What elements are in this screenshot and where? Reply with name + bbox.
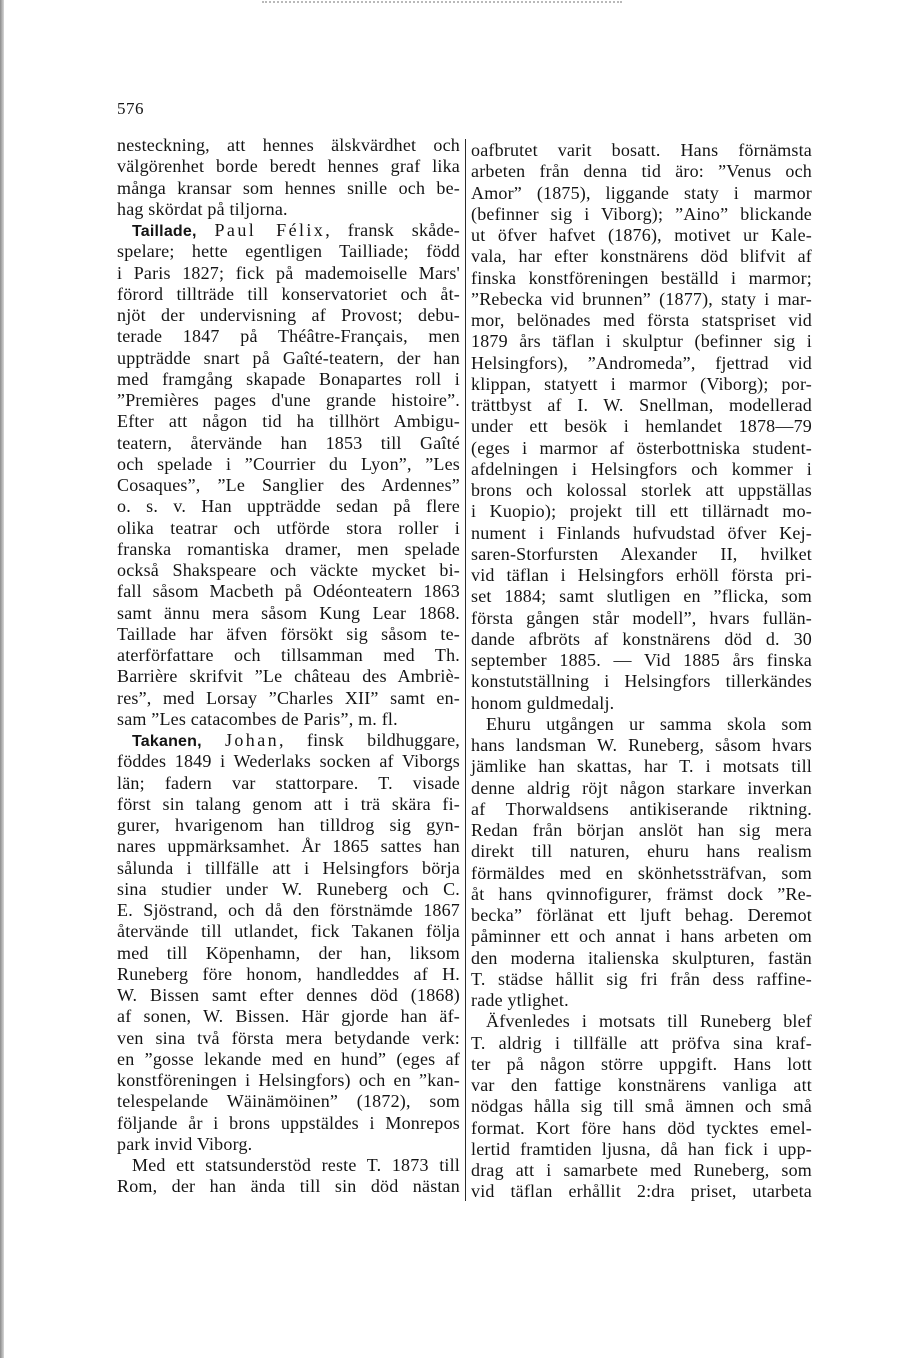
text-line: Rom, der han ända till sin död nästan [117,1176,460,1197]
text-line: af Thorwaldsens antikiserande riktning. [471,798,812,819]
text-line: Efter att någon tid ha tillhört Ambigu- [117,411,460,432]
text-line: ter på någon större uppgift. Hans lott [471,1053,812,1074]
text-line: o. s. v. Han uppträdde sedan på flere [117,496,460,517]
text-line: arbeten från denna tid äro: ”Venus och [471,161,812,182]
text-line: finska konstföreningen beställd i marmor; [471,267,812,288]
text-line: becka” förlänat ett ljuft behag. Deremot [471,905,812,925]
text-line: E. Sjöstrand, och då den förstnämde 1867 [117,900,460,920]
text-line: Runeberg före honom, handleddes af H. [117,963,460,984]
text-line: fall såsom Macbeth på Odéonteatern 1863 [117,581,460,602]
text-line: med till Köpenhamn, der han, liksom [117,942,460,963]
page-number: 576 [117,99,144,118]
text-line: teatern, återvände han 1853 till Gaîté [117,432,460,453]
text-line: vid täflan erhållit 2:dra priset, utarbeta [471,1181,812,1202]
text-line: rade ytlighet. [471,990,569,1010]
text-line: följande år i brons uppstäldes i Monrepos [117,1112,460,1133]
text-line: konstföreningen i Helsingfors) och en ”kan- [117,1070,460,1090]
text-line: nesteckning, att hennes älskvärdhet och [117,135,460,155]
text-line: ut öfver hafvet (1876), motivet ur Kale- [471,225,812,245]
text-line: klippan, statyett i marmor (Viborg); por- [471,373,812,394]
paragraph-rome [117,1155,460,1198]
text-line: (befinner sig i Viborg); ”Aino” blickande [471,203,812,224]
text-line: res”, med Lorsay ”Charles XII” samt en- [117,687,460,708]
column-rule [465,139,466,1201]
text-line: nares uppmärksamhet. År 1865 sattes han [117,836,460,857]
text-line: olika teatrar och utförde stora roller i [117,517,460,538]
text-line: denne aldrig röjt någon starkare inverkan [471,777,812,798]
text-line: dande afbröts af konstnärens död d. 30 [471,628,812,649]
text-line: aterförfattare och tillsamman med Th. [117,645,460,665]
text-line: vala, har efter konstnärens död blifvit af [471,246,812,267]
text-line: under ett besök i hemlandet 1878—79 [471,416,812,437]
entry-first-line [117,220,460,241]
text-line: lertid framtiden ljusna, då han fick i upp- [471,1138,812,1159]
text-line: hag skördat på tiljorna. [117,198,288,219]
text-line: Ehuru utgången ur samma skola som [486,713,812,734]
paragraph-style [471,714,812,1012]
text-line: format. Kort före hans död tycktes emel- [471,1117,812,1138]
entry-name: Johan [225,730,279,750]
text-line: Helsingfors), ”Andromeda”, fjettrad vid [471,352,812,373]
text-line: många kransar som hennes snille och be- [117,177,460,198]
text-line: terade 1847 på Théâtre-Français, men [117,326,460,347]
paragraph-continuation [117,135,460,220]
entry-first-line [117,730,460,751]
entry-taillade [117,220,460,730]
text-line: ven sina två första mera betydande verk: [117,1027,460,1048]
scan-edge-shadow [0,0,4,1358]
text-line: 1879 års täflan i skulptur (befinner sig i [471,331,812,352]
text-line: september 1885. — Vid 1885 års finska [471,650,812,670]
text-line: Redan från början anslöt han sig mera [471,820,812,840]
text-line: Cosaques”, ”Le Sanglier des Ardennes” [117,475,460,495]
text-line: och spelade i ”Courrier du Lyon”, ”Les [117,453,460,474]
right-column [471,140,812,1203]
text-line: nument i Finlands hufvudstad öfver Kej- [471,522,812,543]
text-line: T. aldrig i tillfälle att pröfva sina kraf- [471,1032,812,1053]
text-line: med framgång skapade Bonapartes roll i [117,368,460,389]
text-line: hans landsman W. Runeberg, såsom hvars [471,735,812,755]
entry-lead: , fransk skåde- [325,220,460,240]
text-line: W. Bissen samt efter dennes död (1868) [117,985,460,1005]
text-line: nödgas hålla sig till små ämnen och små [471,1096,812,1117]
headword: Taillade, [132,223,197,240]
text-line: välgörenhet borde beredt hennes graf lika [117,156,460,177]
text-line: i Kuopio); projekt till ett tillärnadt mo- [471,501,812,522]
text-line: var den fattige konstnärens vanliga att [471,1075,812,1095]
text-line: (eges i marmor af österbottniska student- [471,437,812,458]
text-line: Amor” (1875), liggande staty i marmor [471,182,812,203]
paragraph-career [471,1011,812,1202]
text-line: län; fadern var stattorpare. T. visade [117,772,460,793]
text-line: telespelande Wäinämöinen” (1872), som [117,1091,460,1112]
text-line: njöt der undervisning af Provost; debu- [117,305,460,325]
text-line: vid täflan i Helsingfors erhöll första pri- [471,565,812,585]
text-line: franska romantiska dramer, men spelade [117,538,460,559]
entry-takanen [117,730,460,1155]
text-line: förord tillträde till konservatoriet och åt- [117,283,460,304]
text-line: direkt till naturen, ehuru hans realism [471,841,812,862]
scan-artifact [262,1,622,3]
text-line: en ”gosse lekande med en hund” (eges af [117,1048,460,1069]
text-line: ”Rebecka vid brunnen” (1877), staty i mar- [471,288,812,309]
entry-lead: , finsk bildhuggare, [279,730,460,750]
text-line: Taillade har äfven försökt sig såsom te- [117,623,460,644]
text-line: gurer, hvarigenom han tilldrog sig gyn- [117,815,460,835]
text-line: Äfvenledes i motsats till Runeberg blef [486,1011,812,1032]
text-line: första gången står modell”, hvars fullän- [471,607,812,628]
text-line: förmäldes med en skönhetssträfvan, som [471,862,812,883]
text-line: sam ”Les catacombes de Paris”, m. fl. [117,708,398,729]
text-line: ”Premières pages d'une grande histoire”. [117,390,460,410]
text-line: af sonen, W. Bissen. Här gjorde han äf- [117,1006,460,1027]
text-line: drag att i samarbete med Runeberg, som [471,1160,812,1180]
text-line: påminner ett och annat i hans arbeten om [471,926,812,947]
text-line: först sin talang genom att i trä skära fi- [117,793,460,814]
text-line: park invid Viborg. [117,1133,253,1154]
text-line: konstutställning i Helsingfors tillerkändes [471,671,812,692]
text-line: honom guldmedalj. [471,692,615,713]
text-line: set 1884; samt slutligen en ”flicka, som [471,586,812,607]
text-line: åt hans qvinnofigurer, främst dock ”Re- [471,883,812,904]
text-line: den moderna italienska skulpturen, fastän [471,947,812,968]
paragraph-works [471,140,812,714]
text-line: afdelningen i Helsingfors och kommer i [471,458,812,479]
left-column [117,135,460,1198]
text-line: Med ett statsunderstöd reste T. 1873 till [132,1155,460,1175]
headword: Takanen, [132,733,202,750]
entry-name: Paul Félix [214,220,326,240]
text-line: saren-Storfursten Alexander II, hvilket [471,543,812,564]
text-line: trättbyst af I. W. Snellman, modellerad [471,395,812,415]
text-line: spelare; hette egentligen Tailliade; född [117,241,460,262]
text-line: jämlike han skattas, har T. i motsats till [471,756,812,777]
text-line: uppträdde snart på Gaîté-teatern, der han [117,347,460,368]
text-line: brons och kolossal storlek att uppställas [471,480,812,500]
text-line: återvände till utlandet, fick Takanen följa [117,921,460,942]
text-line: T. städse hållit sig fri från dess raffine- [471,968,812,989]
text-line: i Paris 1827; fick på mademoiselle Mars' [117,262,460,283]
text-line: oafbrutet varit bosatt. Hans förnämsta [471,140,812,160]
text-line: mor, belönades med första statspriset vid [471,310,812,330]
text-line: också Shakspeare och väckte mycket bi- [117,560,460,580]
text-line: sina studier under W. Runeberg och C. [117,878,460,899]
text-line: Barrière skrifvit ”Le château des Ambriè- [117,666,460,687]
text-line: föddes 1849 i Wederlaks socken af Viborgs [117,751,460,772]
text-line: sålunda i tillfälle att i Helsingfors börja [117,857,460,878]
text-line: samt ännu mera såsom Kung Lear 1868. [117,602,460,623]
